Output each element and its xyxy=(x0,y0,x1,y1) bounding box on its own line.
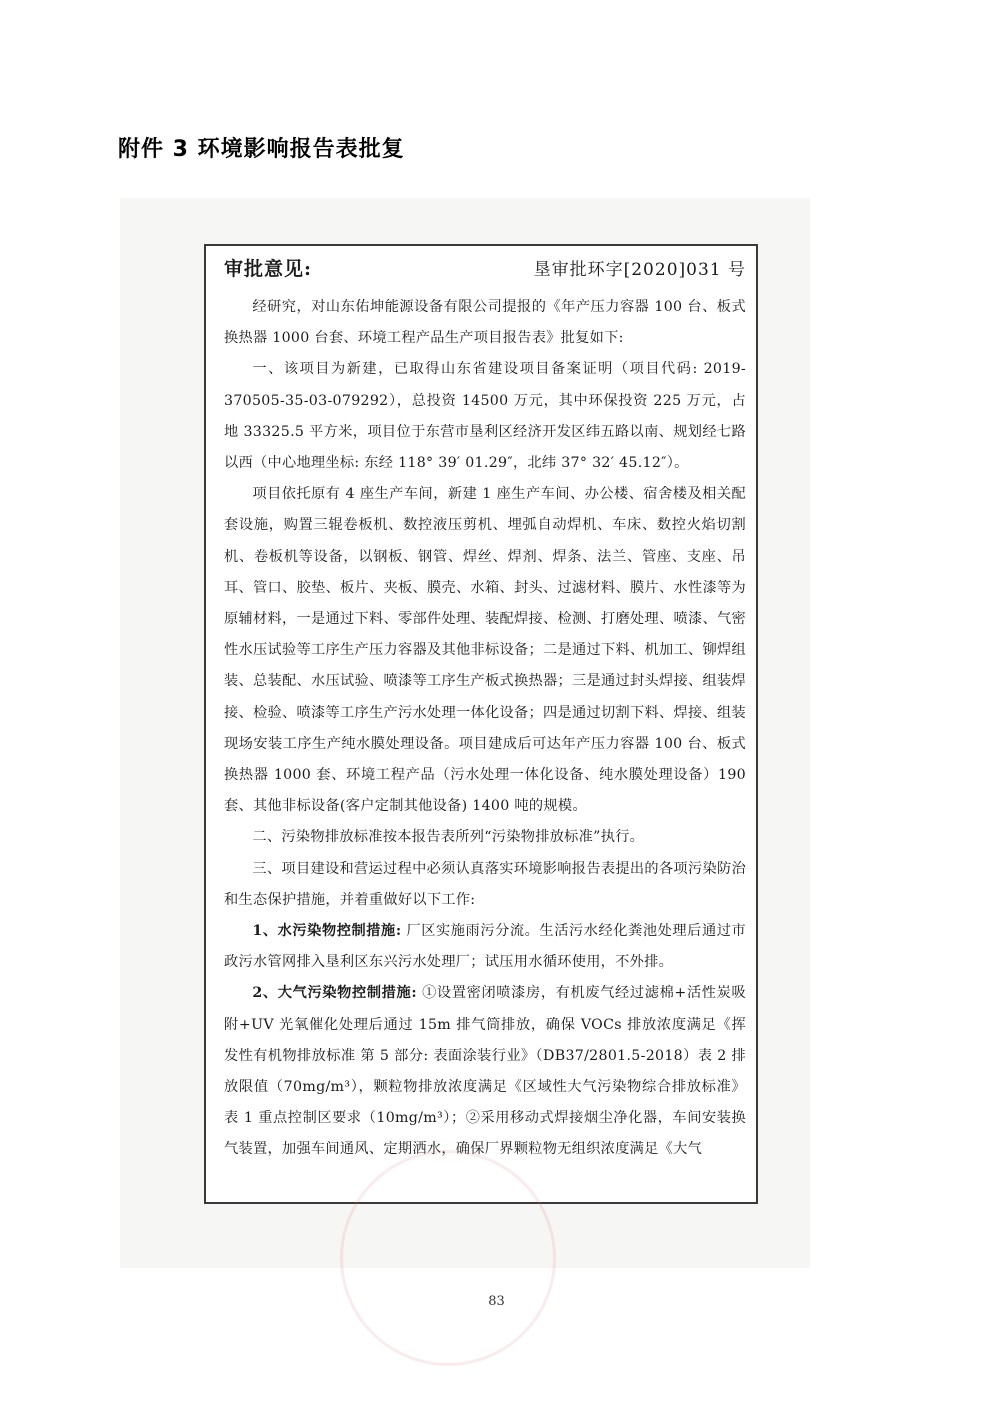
paragraph-project-details: 项目依托原有 4 座生产车间，新建 1 座生产车间、办公楼、宿舍楼及相关配套设施，购置三辊卷板机、数控液压剪机、埋弧自动焊机、车床、数控火焰切割机、卷板机等设备，以钢板、钢管、焊丝、焊剂、焊条、法兰、管座、支座、吊耳、管口、胶垫、板片、夹板、膜壳、水箱、封头、过滤材料、膜片、水性漆等为原辅材料，一是通过下料、零部件处理、装配焊接、检测、打磨处理、喷漆、气密性水压试验等工序生产压力容器及其他非标设备；二是通过下料、机加工、铆焊组装、总装配、水压试验、喷漆等工序生产板式换热器；三是通过封头焊接、组装焊接、检验、喷漆等工序生产污水处理一体化设备；四是通过切割下料、焊接、组装现场安装工序生产纯水膜处理设备。项目建成后可达年产压力容器 100 台、板式换热器 1000 套、环境工程产品（污水处理一体化设备、纯水膜处理设备）190 套、其他非标设备(客户定制其他设备) 1400 吨的规模。 xyxy=(224,486,746,815)
approval-header xyxy=(224,254,746,290)
air-control-text: ①设置密闭喷漆房，有机废气经过滤棉+活性炭吸附+UV 光氧催化处理后通过 15m 排气筒排放，确保 VOCs 排放浓度满足《挥发性有机物排放标准 第 5 部分: 表面涂装行业》（DB37/2801.5-2018）表 2 排放限值（70mg/m³），颗粒物排放浓度满足《区域性大气污染物综合排放标准》表 1 重点控制区要求（10mg/m³）；②采用移动式焊接烟尘净化器，车间安装换气装置，加强车间通风、定期洒水，确保厂界颗粒物无组织浓度满足《大气 xyxy=(224,985,746,1158)
paragraph-intro: 经研究，对山东佑坤能源设备有限公司提报的《年产压力容器 100 台、板式换热器 1000 台套、环境工程产品生产项目报告表》批复如下: xyxy=(224,299,746,347)
air-control-lead: 2、大气污染物控制措施: xyxy=(252,985,417,1002)
page-number: 83 xyxy=(488,1294,505,1309)
page-heading: 附件 3 环境影响报告表批复 xyxy=(118,137,405,162)
approval-opinion-box xyxy=(204,244,758,1204)
paragraph-project-overview: 一、该项目为新建，已取得山东省建设项目备案证明（项目代码: 2019-370505-35-03-079292），总投资 14500 万元，其中环保投资 225 万元，占地 33325.5 平方米，项目位于东营市垦利区经济开发区纬五路以南、规划经七路以西（中心地理坐标: 东经 118° 39′ 01.29″，北纬 37° 32′ 45.12″）。 xyxy=(224,361,746,472)
approval-body xyxy=(224,292,746,1166)
paragraph-requirements: 三、项目建设和营运过程中必须认真落实环境影响报告表提出的各项污染防治和生态保护措施，并着重做好以下工作: xyxy=(224,860,746,908)
approval-label: 审批意见: xyxy=(224,258,313,280)
paragraph-air-control xyxy=(224,978,746,1165)
paragraph-water-control xyxy=(224,916,746,978)
paragraph-emission-standards: 二、污染物排放标准按本报告表所列“污染物排放标准”执行。 xyxy=(252,829,645,846)
document-number: 垦审批环字[2020]031 号 xyxy=(533,260,746,280)
water-control-lead: 1、水污染物控制措施: xyxy=(252,923,402,940)
water-control-text: 厂区实施雨污分流。生活污水经化粪池处理后通过市政污水管网排入垦利区东兴污水处理厂；试压用水循环使用，不外排。 xyxy=(224,923,746,971)
